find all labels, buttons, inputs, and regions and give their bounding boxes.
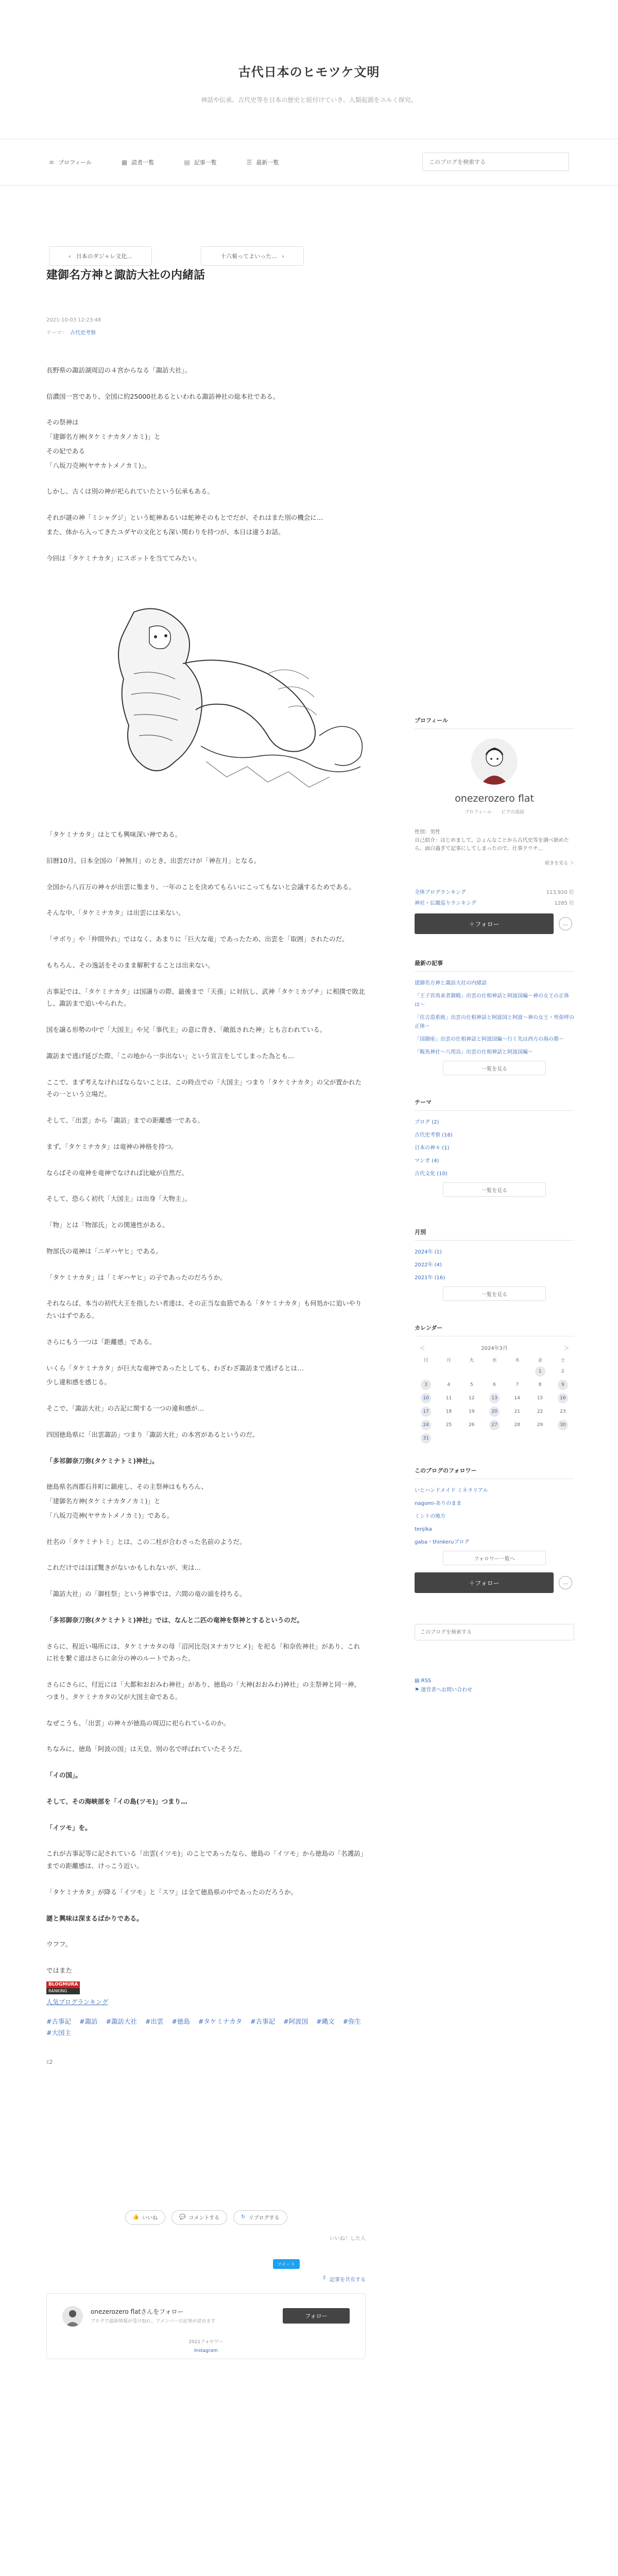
recent-article-link[interactable]: 建御名方神と諏訪大社の内緒話 — [415, 980, 487, 986]
profile-link[interactable]: プロフィール — [464, 810, 492, 815]
main-content — [46, 268, 366, 2359]
tweet-button[interactable]: ツイート — [273, 2259, 300, 2269]
paragraph: 徳島県名西郡石井町に鎮座し、その主祭神はもちろん、 — [46, 1483, 208, 1491]
avatar[interactable] — [62, 2306, 83, 2327]
recent-more-button[interactable]: 一覧を見る — [443, 1061, 546, 1075]
hashtag[interactable]: #諏訪 — [79, 2017, 98, 2025]
followers-heading: このブログのフォロワー — [415, 1466, 574, 1479]
calendar-weekday: 月 — [446, 1358, 451, 1363]
paragraph: 信濃国一宮であり、全国に約25000社あるといわれる諏訪神社の総本社である。 — [46, 392, 280, 400]
paragraph: さらにもう一つは「距離感」である。 — [46, 1337, 156, 1346]
comment-label: コメントする — [188, 2215, 220, 2222]
readers-icon: ▦ — [121, 158, 128, 166]
calendar-day-number: 13 — [489, 1393, 500, 1403]
profile-heading: プロフィール — [415, 716, 574, 729]
theme-more — [415, 1182, 574, 1197]
calendar-heading: カレンダー — [415, 1324, 574, 1336]
overall-ranking-label: 全体ブログランキング — [415, 890, 466, 895]
followers-list — [415, 1486, 574, 1547]
calendar-day-number: 12 — [468, 1396, 475, 1401]
theme-link[interactable]: マンガ (4) — [415, 1158, 439, 1164]
calendar-day-number: 11 — [445, 1396, 452, 1401]
theme-link[interactable]: 日本の神々 (1) — [415, 1145, 450, 1151]
sidebar-search-input[interactable] — [415, 1624, 574, 1640]
comment-button[interactable] — [171, 2210, 227, 2225]
entry-body — [46, 364, 366, 1977]
paragraph: いくら「タケミナカタ」が巨大な竜神であったとしても、わざわざ諏訪まで逃げるとは… — [46, 1364, 304, 1372]
author-name[interactable]: onezerozero flatさんをフォロー — [91, 2308, 184, 2315]
paragraph: 全国から八百万の神々が出雲に集まり、一年のことを決めてもらいにこってもないと会議するためである。 — [46, 883, 355, 891]
calendar-weekday: 火 — [469, 1358, 474, 1363]
calendar-day-number: 22 — [537, 1409, 543, 1414]
blog-search-input[interactable] — [422, 152, 569, 171]
ranking-link[interactable]: 人気ブログランキング — [46, 1998, 108, 2006]
calendar-day[interactable] — [483, 1420, 506, 1430]
recent-heading: 最新の記事 — [415, 959, 574, 972]
calendar-day-number: 24 — [421, 1420, 431, 1430]
entry-illustration[interactable] — [72, 591, 381, 798]
paragraph: 社名の「タケミナトミ」とは、この二柱が合わさった名前のようだ。 — [46, 1537, 246, 1546]
calendar-next-button[interactable]: ＞ — [564, 1346, 569, 1351]
sidebar-follow-row — [415, 913, 574, 934]
paragraph: ウフフ。 — [46, 1940, 72, 1948]
liked-users-label: いいね！した人 — [330, 2235, 366, 2242]
calendar-weekday: 金 — [538, 1358, 543, 1363]
profile-avatar[interactable] — [471, 738, 518, 785]
profile-name[interactable]: onezerozero flat — [455, 793, 534, 804]
share-icon: ⇪ — [322, 2275, 327, 2281]
archive-link[interactable]: 2021年 (16) — [415, 1275, 445, 1281]
paragraph: ちなみに、徳島「阿波の国」は天皇、別の名で呼ばれていたそうだ。 — [46, 1745, 246, 1753]
next-entry-button[interactable] — [201, 246, 304, 266]
archive-more — [415, 1286, 574, 1301]
paragraph: ならばその竜神を竜神でなければ比喩が自然だ。 — [46, 1168, 188, 1177]
hashtag[interactable]: #縄文 — [316, 2017, 335, 2025]
follow-button[interactable]: フォロー — [283, 2308, 350, 2324]
calendar-weekday: 土 — [560, 1358, 565, 1363]
paragraph: 長野県の諏訪湖周辺の４宮からなる「諏訪大社」。 — [46, 366, 192, 374]
nav-item-label: プロフィール — [58, 159, 92, 166]
hashtag[interactable]: #弥生 — [342, 2017, 362, 2025]
category-label: テーマ： — [46, 330, 67, 336]
paragraph: その祭神は — [46, 418, 79, 427]
paragraph: 「イツモ」を。 — [46, 1823, 92, 1832]
paragraph: 「多祁御奈刀弥(タケミナトミ)神社」では、なんと二匹の竜神を祭神とするというのだ。 — [46, 1616, 303, 1624]
thumb-icon: 👍 — [132, 2214, 139, 2221]
archive-heading: 月別 — [415, 1228, 574, 1241]
paragraph: 国を譲る形勢の中で「大国主」や兄「事代主」の意に背き、「敵抵された神」とも言われている。 — [46, 1026, 327, 1034]
calendar-day — [460, 1433, 483, 1444]
calendar-day — [437, 1406, 460, 1417]
shrine-ranking-label: 神社・仏閣巡りランキング — [415, 901, 476, 906]
calendar-day — [483, 1380, 506, 1390]
more-options-button[interactable]: … — [559, 917, 572, 930]
calendar-day-number — [467, 1433, 477, 1444]
calendar-day-number: 15 — [537, 1396, 543, 1401]
hashtag[interactable]: #タケミナカタ — [198, 2017, 243, 2025]
calendar-day-number — [467, 1366, 477, 1377]
calendar-day-number: 21 — [514, 1409, 520, 1414]
paragraph: 「八坂刀売神(ヤサカトメノカミ)」である。 — [46, 1511, 174, 1519]
site-title[interactable]: 古代日本のヒモツケ文明 — [238, 64, 380, 79]
calendar-nav — [420, 1344, 569, 1351]
calendar-day-number — [443, 1433, 454, 1444]
calendar-day[interactable] — [552, 1380, 574, 1390]
articles-icon: ▤ — [184, 158, 190, 166]
chevron-left-icon: ‹ — [68, 252, 71, 260]
profile-icon: ≡ — [49, 158, 55, 166]
paragraph: しかし、古くは別の神が祀られていたという伝承もある。 — [46, 487, 214, 496]
calendar-day — [528, 1406, 551, 1417]
calendar-day-number — [512, 1366, 522, 1377]
pig-room-link[interactable]: ピグの部屋 — [501, 810, 525, 815]
calendar-day-number: 25 — [445, 1422, 452, 1428]
calendar-day — [483, 1366, 506, 1377]
theme-link[interactable]: ブログ (2) — [415, 1120, 439, 1125]
paragraph: 「多祁御奈刀弥(タケミナトミ)神社」。 — [46, 1456, 159, 1465]
paragraph: そして、その海峡部を「イの島(ツモ)」つまり… — [46, 1797, 187, 1805]
calendar-day-number: 23 — [560, 1409, 566, 1414]
recent-article-link[interactable]: 「鞍馬神社〜八咫烏」出雲の仕相神話と阿波国編〜 — [415, 1049, 533, 1055]
paragraph: 「サボり」や「仲間外れ」ではなく、あまりに「巨大な竜」であったため、出雲を「取囲」されたのだ。 — [46, 935, 349, 943]
paragraph: そこで、「諏訪大社」の古記に関する一つの違和感が… — [46, 1404, 204, 1413]
hashtag[interactable]: #大国主 — [46, 2028, 71, 2037]
calendar-day — [506, 1420, 528, 1430]
paragraph: これが古事記等に記されている「出雲(イツモ)」のことであったなら、徳島の「イツモ」から徳島の「名護訪」までの距離感は、けっこう近い。 — [46, 1850, 364, 1870]
paragraph: さらにさらに、付近には「大都和おおみわ神社」があり、徳島の「大神(おおみわ)神社」の主祭神と同一神、つまり、タケミナカタの父が大国主命である。 — [46, 1681, 360, 1701]
calendar-day — [437, 1420, 460, 1430]
calendar-day-number: 10 — [421, 1393, 431, 1403]
sidebar-footer-links — [415, 1676, 574, 1695]
hashtag[interactable]: #出雲 — [145, 2017, 164, 2025]
calendar-day — [437, 1393, 460, 1403]
calendar-day — [460, 1366, 483, 1377]
latest-icon: ☰ — [246, 158, 252, 166]
calendar-day[interactable] — [552, 1393, 574, 1403]
entry-stamp: ｴ2 — [46, 2058, 53, 2065]
calendar-day-number: 26 — [468, 1422, 475, 1428]
calendar-day-number: 4 — [447, 1382, 451, 1387]
hashtag[interactable]: #古事記 — [46, 2017, 71, 2025]
paragraph: 旧暦10月、日本全国の「神無月」のとき、出雲だけが「神在月」となる。 — [46, 856, 261, 865]
calendar-day — [528, 1393, 551, 1403]
profile-more-link[interactable]: 続きを見る ＞ — [545, 861, 574, 866]
recent-article-link[interactable]: 「住吉造系統」出雲の仕相神話と阿波国と阿波〜神の女王・卑弥呼の正体〜 — [415, 1015, 574, 1029]
calendar-day — [483, 1433, 506, 1444]
paragraph: これだけではほぼ驚きがないかもしれないが、実は… — [46, 1564, 201, 1572]
calendar-day-number: 1 — [535, 1366, 545, 1377]
calendar-day-number — [535, 1433, 545, 1444]
next-entry-label: 十六菊ってよいった... — [220, 253, 277, 260]
paragraph: 「イの国」。 — [46, 1771, 82, 1780]
follower-count: 2021フォロワー — [188, 2339, 224, 2345]
hashtag[interactable]: #阿波国 — [283, 2017, 308, 2025]
calendar-day-number — [489, 1433, 500, 1444]
paragraph: ではまた — [46, 1967, 73, 1975]
global-nav — [0, 139, 618, 185]
paragraph: 物部氏の竜神は「ニギハヤヒ」である。 — [46, 1247, 163, 1255]
paragraph: 「物」とは「物部氏」との関連性がある。 — [46, 1221, 169, 1229]
ranking-badge-bottom: RANKING — [46, 1988, 80, 1994]
paragraph: まず、「タケミナカタ」は竜神の神格を持つ。 — [46, 1142, 178, 1150]
calendar-day-number — [443, 1366, 454, 1377]
profile-links — [415, 808, 574, 815]
recent-article-link[interactable]: 「国御座」出雲の仕相神話と阿波国編〜行く先は西方の海の都〜 — [415, 1037, 564, 1042]
follower-link[interactable]: tenjika — [415, 1527, 432, 1532]
calendar-day-number — [512, 1433, 522, 1444]
paragraph: 諏訪まで逃げ延びた際、「この地から一歩出ない」という宣言をしてしまった為とも… — [46, 1052, 295, 1060]
author-description: ブログで最新情報が受け取れ、アメンバーの記事が読めます — [91, 2318, 216, 2324]
calendar-day-number: 14 — [514, 1396, 520, 1401]
theme-list — [415, 1118, 574, 1178]
paragraph: 謎と興味は深まるばかりである。 — [46, 1914, 143, 1922]
calendar-day — [506, 1393, 528, 1403]
calendar-day — [460, 1393, 483, 1403]
calendar-day[interactable] — [483, 1406, 506, 1417]
more-options-button-2[interactable]: … — [559, 1576, 572, 1589]
calendar-day-number: 29 — [537, 1422, 543, 1428]
nav-item-profile[interactable] — [49, 158, 92, 166]
followers-more — [415, 1551, 574, 1565]
entry-title[interactable]: 建御名方神と諏訪大社の内緒話 — [46, 269, 205, 282]
reblog-icon: ↻ — [241, 2214, 246, 2221]
theme-more-button[interactable]: 一覧を見る — [443, 1182, 546, 1197]
hashtag-list — [46, 2016, 366, 2037]
sidebar-follow-button-2[interactable]: ＋フォロー — [415, 1572, 554, 1593]
calendar-day[interactable] — [528, 1366, 551, 1377]
calendar-day-number: 18 — [445, 1409, 452, 1414]
prev-entry-label: 日本のダジャレ文化... — [76, 253, 132, 260]
calendar-day-number: 31 — [421, 1433, 431, 1444]
calendar-day-number: 8 — [538, 1382, 542, 1387]
like-label: いいね — [142, 2215, 158, 2222]
calendar-day — [552, 1433, 574, 1444]
paragraph: なぜこうも、「出雲」の神々が徳島の周辺に祀られているのか。 — [46, 1719, 230, 1727]
calendar-weekday: 木 — [514, 1358, 520, 1363]
paragraph: それが謎の神「ミシャグジ」という蛇神あるいは蛇神そのもとでだが、それはまた別の機会に… — [46, 514, 323, 522]
nav-item-readers[interactable] — [122, 158, 154, 166]
site-description: 神話や伝承、古代史等を日本の歴史と紐付けていき、人類起源をユルく探究。 — [201, 96, 417, 104]
report-label: 運営者へお問い合わせ — [421, 1687, 473, 1693]
calendar-day[interactable] — [415, 1393, 437, 1403]
comment-icon: 💬 — [179, 2214, 186, 2221]
share-article-link[interactable] — [46, 2275, 366, 2283]
calendar-grid — [415, 1357, 574, 1444]
calendar-day — [506, 1380, 528, 1390]
paragraph: ここで、まず考えなければならないことは、この時点での「大国主」つまり「タケミナカタ」の父が置かれたその一という立場だ。 — [46, 1078, 362, 1098]
paragraph: 「建御名方神(タケミナカタノカミ)」と — [46, 433, 161, 441]
overall-ranking-value: 113,920 位 — [546, 890, 574, 895]
nav-item-latest[interactable] — [247, 158, 279, 166]
follower-link[interactable]: ミントの地方 — [415, 1514, 445, 1519]
paragraph: さらに、程近い場所には、タケミナカタの母「沼河比売(ヌナカワヒメ)」を祀る「和奈佐神社」があり、これに社を繋ぐ道はさらに余分の神のルートであった。 — [46, 1642, 360, 1663]
calendar-day — [460, 1406, 483, 1417]
paragraph: それならば、本当の初代大王を指したい者達は、その正当な血筋である「タケミナカタ」も何処かに追いやりたいはずである。 — [46, 1299, 362, 1320]
calendar-day-number: 9 — [558, 1380, 568, 1390]
followers-more-button[interactable]: フォロワー一覧へ — [443, 1551, 546, 1565]
ranking-badge[interactable] — [46, 1981, 80, 1994]
calendar-day — [437, 1380, 460, 1390]
paragraph: その妃である — [46, 447, 85, 455]
paragraph: 「タケミナカタ」が降る「イツモ」と「スワ」は全て徳島県の中であったのだろうか。 — [46, 1888, 298, 1896]
calendar-day-number: 6 — [493, 1382, 496, 1387]
like-button[interactable] — [125, 2210, 165, 2225]
rss-icon: ▤ — [415, 1678, 421, 1684]
shrine-ranking-value: 1285 位 — [554, 901, 574, 906]
nav-item-label: 記事一覧 — [194, 159, 217, 166]
rss-link[interactable] — [415, 1676, 574, 1686]
instagram-link[interactable]: Instagram — [194, 2348, 218, 2353]
hashtag[interactable]: #古事記 — [250, 2017, 276, 2025]
calendar-day — [528, 1380, 551, 1390]
archive-link[interactable]: 2022年 (4) — [415, 1262, 442, 1268]
overall-ranking[interactable] — [415, 888, 574, 895]
calendar-day — [460, 1380, 483, 1390]
calendar-day — [437, 1433, 460, 1444]
paragraph: そして、「出雲」から「諏訪」までの距離感一である。 — [46, 1116, 204, 1125]
follower-link[interactable]: gaba・thinkeruブログ — [415, 1539, 470, 1545]
calendar-day[interactable] — [552, 1420, 574, 1430]
sidebar — [415, 716, 574, 1695]
calendar-day — [415, 1366, 437, 1377]
category-link[interactable]: 古代史考察 — [70, 330, 96, 336]
nav-item-label: 最新一覧 — [256, 159, 279, 166]
calendar-day — [506, 1406, 528, 1417]
ranking-badge-top: BLOGMURA — [46, 1981, 80, 1988]
follower-link[interactable]: いとハンドメイド ミネラリアル — [415, 1488, 488, 1494]
calendar-day-number: 19 — [468, 1409, 475, 1414]
calendar-day — [506, 1433, 528, 1444]
paragraph: そして、恐らく初代「大国主」は出身「大物主」。 — [46, 1195, 192, 1203]
calendar-day-number: 27 — [489, 1420, 500, 1430]
theme-link[interactable]: 古代文化 (10) — [415, 1171, 448, 1177]
entry-pager — [0, 246, 618, 266]
report-link[interactable] — [415, 1686, 574, 1695]
reaction-row — [46, 2210, 366, 2225]
paragraph: 「諏訪大社」の「御柱祭」という神事では、六間の竜の頭を持ちる。 — [46, 1590, 246, 1598]
recent-articles — [415, 979, 574, 1057]
paragraph: また、体から入ってきたユダヤの文化とも深い関わりを持つが、本日は違うお話。 — [46, 528, 285, 536]
calendar-day-number: 7 — [516, 1382, 519, 1387]
calendar-prev-button[interactable]: ＜ — [420, 1346, 425, 1351]
nav-item-label: 読者一覧 — [131, 159, 154, 166]
paragraph: もちろん、その逸話をそのまま解釈することは出来ない。 — [46, 961, 214, 969]
calendar-day-number: 2 — [561, 1369, 564, 1374]
paragraph: 今回は「タケミナカタ」にスポットを当ててみたい。 — [46, 554, 201, 562]
calendar-month: 2024年3月 — [481, 1346, 508, 1351]
theme-link[interactable]: 古代史考察 (16) — [415, 1132, 453, 1138]
paragraph: 古事記では、「タケミナカタ」は国譲りの際、最後まで「天孫」に対抗し、武神「タケミカヅチ」に相撲で敗北し、諏訪まで追いやられた。 — [46, 987, 365, 1008]
calendar-day-number: 3 — [421, 1380, 431, 1390]
paragraph: 「タケミナカタ」は「ミギハヤヒ」の子であったのだろうか。 — [46, 1273, 227, 1281]
calendar-day-number: 16 — [558, 1393, 568, 1403]
shrine-ranking[interactable] — [415, 899, 574, 906]
entry-category — [46, 328, 366, 336]
calendar-day-number — [421, 1366, 431, 1377]
reblog-button[interactable] — [233, 2210, 287, 2225]
calendar-day[interactable] — [483, 1393, 506, 1403]
site-header — [0, 0, 618, 139]
calendar-day — [552, 1406, 574, 1417]
calendar-day[interactable] — [415, 1433, 437, 1444]
theme-heading: テーマ — [415, 1098, 574, 1111]
calendar-day — [528, 1420, 551, 1430]
archive-list — [415, 1248, 574, 1282]
rss-label: RSS — [421, 1678, 432, 1684]
author-follow-card — [46, 2293, 366, 2359]
calendar-day-number: 28 — [514, 1422, 520, 1428]
calendar-day[interactable] — [415, 1406, 437, 1417]
profile-text: 性別：男性 自己紹介：はじめまして。ひょんなことから古代史等を調べ始めたら、面白過ぎて記事にしてしまったので、仕事クウチ… — [415, 829, 569, 852]
calendar-day[interactable] — [415, 1420, 437, 1430]
recent-more — [415, 1061, 574, 1075]
entry-date: 2021-10-03 12:23:48 — [46, 317, 101, 323]
archive-link[interactable]: 2024年 (1) — [415, 1249, 442, 1255]
calendar-weekday: 水 — [492, 1358, 497, 1363]
calendar-day — [437, 1366, 460, 1377]
paragraph: 「建御名方神(タケミナカタノカミ)」と — [46, 1497, 161, 1505]
share-article-label: 記事を共有する — [330, 2277, 366, 2283]
paragraph: 四国徳島県に「出雲諏訪」つまり「諏訪大社」の本宮があるというのだ。 — [46, 1430, 259, 1438]
liked-users-link[interactable] — [46, 2234, 366, 2242]
calendar-day — [552, 1366, 574, 1377]
sidebar-follow-row-2 — [415, 1572, 574, 1593]
report-icon: ⚑ — [415, 1687, 421, 1693]
prev-entry-button[interactable] — [49, 246, 152, 266]
calendar-day — [460, 1420, 483, 1430]
calendar-day — [528, 1433, 551, 1444]
chevron-right-icon: › — [282, 252, 284, 260]
calendar-day — [506, 1366, 528, 1377]
hashtag[interactable]: #諏訪大社 — [106, 2017, 137, 2025]
calendar-day-number — [489, 1366, 500, 1377]
reblog-label: リブログする — [248, 2215, 280, 2222]
paragraph: 「八坂刀売神(ヤサカトメノカミ)」。 — [46, 461, 151, 469]
calendar-day[interactable] — [415, 1380, 437, 1390]
ranking-banner[interactable] — [46, 1980, 366, 2006]
calendar-day-number: 20 — [489, 1406, 500, 1417]
paragraph: 「タケミナカタ」はとても興味深い神である。 — [46, 831, 182, 839]
calendar-day-number: 5 — [470, 1382, 473, 1387]
calendar-weekday: 日 — [423, 1358, 428, 1363]
follower-link[interactable]: nagomi-ありのまま — [415, 1501, 462, 1506]
paragraph: そんな中、「タケミナカタ」は出雲には来ない。 — [46, 909, 185, 917]
sidebar-follow-button[interactable]: ＋フォロー — [415, 913, 554, 934]
paragraph: 少し違和感を感じる。 — [46, 1378, 111, 1386]
calendar-day-number — [558, 1433, 568, 1444]
recent-article-link[interactable]: 「王子宮再来者御殿」出雲の仕相神話と阿波国編〜神の女王の正体は〜 — [415, 993, 569, 1008]
calendar-day-number: 30 — [558, 1420, 568, 1430]
nav-item-articles[interactable] — [184, 158, 216, 166]
calendar-day-number: 17 — [421, 1406, 431, 1417]
archive-more-button[interactable]: 一覧を見る — [443, 1286, 546, 1301]
hashtag[interactable]: #徳島 — [171, 2017, 190, 2025]
